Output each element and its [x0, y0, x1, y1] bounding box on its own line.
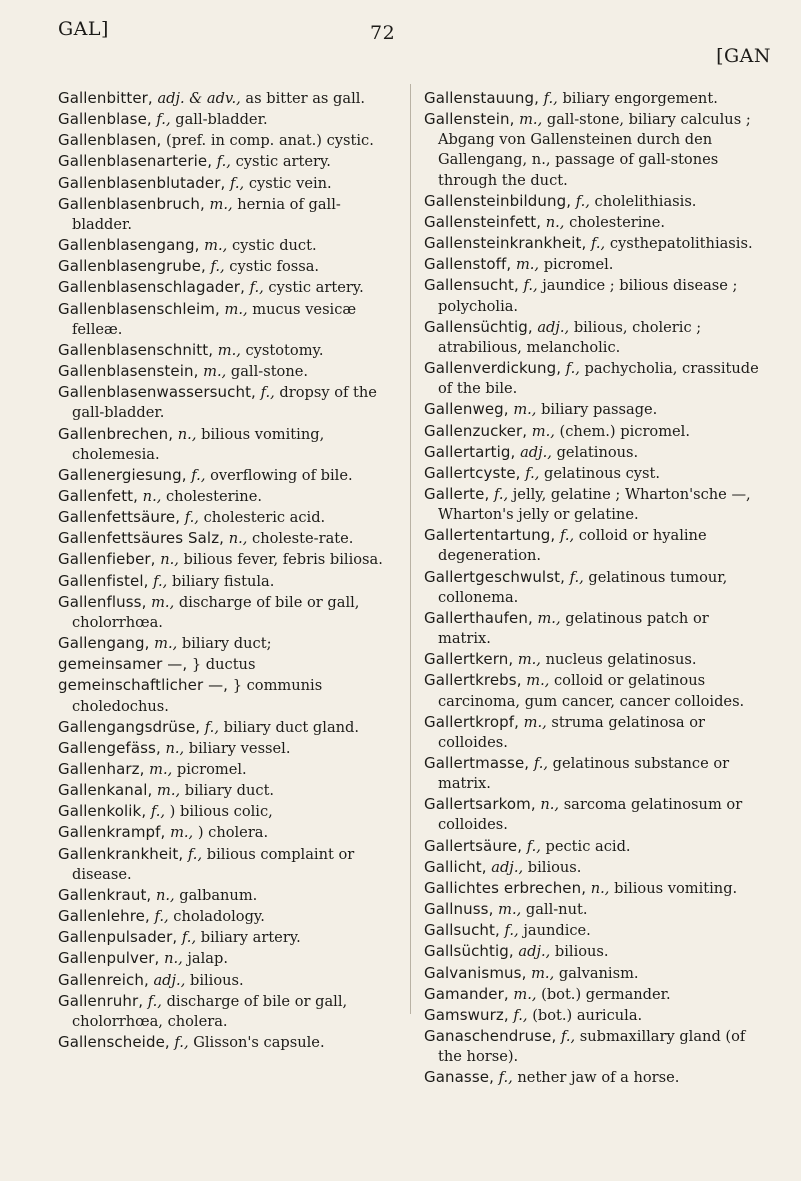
entry-headword: Gallnuss,: [424, 900, 494, 919]
entry-definition: cystic duct.: [231, 237, 317, 255]
entry-grammar: f.,: [174, 1034, 189, 1052]
entry-definition: as bitter as gall.: [245, 90, 366, 107]
entry-headword: Gallensteinfett,: [424, 212, 542, 231]
dictionary-entry: [424, 670, 760, 711]
entry-headword: Gallengangsdrüse,: [58, 717, 201, 736]
entry-headword: Gallenblasengrube,: [58, 257, 206, 276]
entry-definition: jaundice.: [523, 922, 591, 940]
entry-headword: Gallertkropf,: [424, 712, 519, 731]
entry-grammar: f.,: [150, 803, 166, 821]
entry-headword: Gallenkrampf,: [58, 823, 166, 842]
entry-definition: cystic vein.: [248, 174, 332, 192]
dictionary-entry: [424, 836, 760, 857]
entry-grammar: f.,: [493, 485, 509, 503]
entry-grammar: m.,: [515, 256, 540, 274]
entry-headword: Gallenfistel,: [58, 571, 149, 590]
dictionary-entry: [58, 424, 396, 465]
dictionary-entry: [424, 794, 760, 835]
dictionary-entry: [424, 1005, 760, 1026]
entry-grammar: f.,: [260, 384, 275, 402]
entry-grammar: f.,: [513, 1006, 528, 1024]
page-number: 72: [370, 22, 396, 44]
dictionary-entry: [58, 130, 396, 151]
dictionary-entry: [424, 212, 760, 233]
dictionary-entry: [58, 277, 396, 298]
entry-definition: bilious fever, febris biliosa.: [183, 551, 383, 569]
entry-grammar: n.,: [540, 796, 560, 814]
entry-grammar: adj.,: [491, 858, 524, 876]
entry-grammar: adj.,: [153, 971, 186, 989]
entry-headword: Gallenblase,: [58, 110, 152, 129]
entry-headword: Gallenfluss,: [58, 592, 147, 611]
entry-grammar: n.,: [545, 213, 565, 231]
entry-grammar: m.,: [537, 609, 561, 627]
entry-definition: colloid or hyaline degeneration.: [438, 527, 707, 565]
entry-grammar: f.,: [525, 464, 540, 482]
entry-headword: Gallertartig,: [424, 442, 516, 461]
dictionary-entry: [58, 528, 396, 549]
entry-grammar: n.,: [142, 487, 162, 505]
entry-definition: struma gelatinosa or colloides.: [438, 713, 705, 751]
entry-grammar: f.,: [191, 466, 206, 484]
dictionary-entry: [424, 1026, 760, 1067]
entry-grammar: adj.,: [520, 443, 552, 461]
entry-grammar: m.,: [513, 401, 537, 419]
dictionary-entry: [58, 549, 396, 570]
entry-grammar: f.,: [249, 279, 264, 297]
dictionary-entry: [424, 463, 760, 484]
entry-definition: bilious vomiting, cholemesia.: [72, 425, 325, 463]
entry-headword: Gallerte,: [424, 484, 490, 503]
entry-grammar: f.,: [526, 837, 541, 855]
dictionary-entry: [58, 780, 396, 801]
entry-definition: cystotomy.: [245, 341, 324, 359]
entry-headword: Gallicht,: [424, 857, 487, 876]
entry-definition: jalap.: [187, 950, 228, 968]
entry-definition: jaundice ; bilious disease ; polycholia.: [438, 277, 738, 315]
dictionary-entry: [424, 567, 760, 608]
entry-definition: bilious.: [527, 858, 582, 876]
entry-definition: gelatinous substance or matrix.: [438, 755, 730, 793]
entry-grammar: m.,: [531, 964, 555, 982]
dictionary-entry: [424, 317, 760, 358]
entry-definition: mucus vesicæ felleæ.: [72, 300, 357, 338]
entry-grammar: n.,: [177, 425, 197, 443]
dictionary-entry: [58, 844, 396, 885]
dictionary-entry: [424, 984, 760, 1005]
entry-headword: Gallenblasen,: [58, 131, 162, 150]
entry-headword: Gallenkraut,: [58, 885, 152, 904]
entry-grammar: m.,: [519, 111, 543, 129]
entry-headword: Gallensüchtig,: [424, 317, 533, 336]
entry-definition: ) bilious colic,: [169, 803, 273, 821]
entry-grammar: f.,: [523, 277, 538, 295]
entry-definition: cystic fossa.: [229, 258, 320, 276]
entry-grammar: f.,: [498, 1069, 513, 1087]
entry-headword: gemeinsamer —,: [58, 655, 188, 674]
entry-grammar: m.,: [224, 300, 248, 318]
dictionary-entry: [58, 299, 396, 340]
entry-definition: ) cholera.: [197, 824, 269, 842]
entry-definition: biliary engorgement.: [562, 90, 718, 107]
entry-grammar: f.,: [216, 153, 231, 171]
entry-grammar: m.,: [170, 824, 194, 842]
entry-grammar: f.,: [575, 192, 590, 210]
entry-headword: Gallenverdickung,: [424, 359, 562, 378]
entry-headword: Gallenkrankheit,: [58, 844, 184, 863]
entry-definition: dropsy of the gall-bladder.: [72, 384, 377, 422]
dictionary-entry: [58, 88, 396, 109]
entry-grammar: f.,: [559, 527, 575, 545]
entry-definition: biliary duct;: [181, 635, 272, 653]
entry-headword: Gallenergiesung,: [58, 465, 187, 484]
entry-grammar: f.,: [591, 235, 606, 253]
left-column: [58, 88, 396, 1053]
entry-headword: Gallenreich,: [58, 970, 149, 989]
entry-grammar: m.,: [523, 713, 547, 731]
entry-grammar: f.,: [187, 845, 203, 863]
running-head-left: GAL]: [58, 18, 109, 40]
entry-definition: cystic artery.: [268, 279, 364, 297]
entry-definition: nucleus gelatinosus.: [545, 651, 697, 669]
entry-headword: Gallenfettsäure,: [58, 508, 181, 527]
dictionary-entry: [58, 465, 396, 486]
entry-definition: gall-stone.: [230, 363, 309, 381]
entry-headword: Gallertentartung,: [424, 526, 556, 545]
dictionary-entry: [58, 885, 396, 906]
entry-grammar: m.,: [209, 195, 233, 213]
entry-definition: pachycholia, crassitude of the bile.: [438, 360, 759, 398]
entry-definition: biliary vessel.: [188, 739, 291, 757]
entry-headword: Gallensteinkrankheit,: [424, 234, 587, 253]
entry-headword: Gallenweg,: [424, 400, 509, 419]
entry-grammar: n.,: [165, 739, 185, 757]
entry-headword: Gallenblasenschlagader,: [58, 278, 245, 297]
entry-headword: Gallenbitter,: [58, 89, 153, 107]
entry-headword: Gallenscheide,: [58, 1033, 170, 1052]
entry-definition: gelatinous.: [556, 443, 639, 461]
entry-definition: picromel.: [176, 761, 247, 778]
dictionary-entry: [424, 712, 760, 753]
entry-definition: bilious vomiting.: [614, 879, 738, 897]
entry-definition: cholelithiasis.: [594, 192, 697, 210]
dictionary-entry: [424, 525, 760, 566]
entry-grammar: f.,: [230, 174, 245, 192]
entry-grammar: adj. & adv.,: [157, 90, 241, 107]
entry-definition: hernia of gall-bladder.: [72, 195, 341, 233]
dictionary-entry: [424, 421, 760, 442]
entry-definition: galbanum.: [179, 886, 258, 904]
entry-headword: Gallenpulver,: [58, 949, 160, 968]
entry-grammar: f.,: [153, 572, 168, 590]
dictionary-entry: [58, 151, 396, 172]
entry-definition: cholesterine.: [569, 213, 666, 231]
entry-headword: Gallengang,: [58, 634, 150, 653]
entry-grammar: f.,: [147, 992, 162, 1010]
entry-definition: colloid or gelatinous carcinoma, gum cancer, cancer colloides.: [438, 672, 745, 710]
dictionary-entry: [58, 507, 396, 528]
entry-definition: (bot.) germander.: [541, 985, 671, 1003]
entry-grammar: n.,: [590, 879, 610, 897]
entry-definition: } ductus: [191, 656, 256, 674]
entry-headword: Ganaschendruse,: [424, 1027, 557, 1046]
dictionary-entry: [424, 484, 760, 525]
entry-headword: Gallertsarkom,: [424, 795, 536, 814]
entry-headword: Gallenblasenblutader,: [58, 173, 226, 192]
dictionary-entry: [424, 608, 760, 649]
entry-grammar: m.,: [204, 237, 228, 255]
entry-headword: Gallenfettsäures Salz,: [58, 529, 225, 548]
dictionary-entry: [424, 941, 760, 962]
entry-grammar: f.,: [560, 1028, 576, 1046]
entry-headword: Gallenblasenbruch,: [58, 194, 205, 213]
dictionary-entry: [424, 857, 760, 878]
dictionary-entry: [424, 254, 760, 275]
entry-definition: galvanism.: [558, 964, 639, 982]
entry-grammar: f.,: [504, 922, 519, 940]
dictionary-entry: [58, 361, 396, 382]
dictionary-entry: [424, 878, 760, 899]
entry-headword: Gallenlehre,: [58, 907, 150, 926]
entry-definition: nether jaw of a horse.: [517, 1069, 680, 1087]
dictionary-entry: [58, 382, 396, 423]
entry-definition: bilious complaint or disease.: [72, 845, 355, 883]
entry-headword: Ganasse,: [424, 1068, 494, 1087]
entry-definition: (pref. in comp. anat.) cystic.: [166, 132, 374, 150]
entry-headword: Gallenzucker,: [424, 421, 528, 440]
entry-definition: cholesteric acid.: [203, 509, 326, 527]
entry-headword: Gallensteinbildung,: [424, 191, 572, 210]
entry-grammar: f.,: [533, 755, 548, 772]
entry-definition: biliary fistula.: [171, 572, 275, 590]
dictionary-entry: [58, 109, 396, 130]
entry-definition: gall-stone, biliary calculus ; Abgang von Gallensteinen durch den Gallengang, n., passage of gall-stones through the duct.: [438, 111, 751, 189]
entry-grammar: n.,: [160, 551, 179, 569]
entry-grammar: m.,: [513, 985, 537, 1003]
entry-definition: } communis choledochus.: [72, 677, 323, 715]
entry-headword: Gallenfett,: [58, 486, 139, 505]
dictionary-entry: [424, 899, 760, 920]
entry-grammar: f.,: [565, 360, 580, 378]
entry-headword: Gallertkern,: [424, 650, 514, 669]
entry-headword: Gallertgeschwulst,: [424, 567, 565, 586]
entry-definition: gelatinous cyst.: [544, 464, 661, 482]
entry-grammar: n.,: [155, 886, 175, 904]
entry-grammar: f.,: [543, 90, 558, 107]
dictionary-entry: [58, 675, 396, 716]
dictionary-entry: [424, 233, 760, 254]
dictionary-entry: [424, 275, 760, 316]
dictionary-entry: [424, 753, 760, 794]
dictionary-entry: [58, 738, 396, 759]
dictionary-entry: [58, 486, 396, 507]
right-column: [424, 88, 760, 1089]
dictionary-entry: [424, 399, 760, 420]
dictionary-entry: [424, 88, 760, 109]
dictionary-entry: [424, 649, 760, 670]
dictionary-entry: [58, 970, 396, 991]
entry-definition: bilious.: [189, 971, 244, 989]
entry-headword: Gallenblasenstein,: [58, 362, 199, 381]
entry-grammar: m.,: [498, 901, 522, 919]
entry-definition: sarcoma gelatinosum or colloides.: [438, 796, 743, 834]
entry-headword: Gallensucht,: [424, 276, 519, 295]
dictionary-entry: [58, 1032, 396, 1053]
entry-headword: Gallerthaufen,: [424, 608, 533, 627]
entry-headword: Gallenstauung,: [424, 89, 539, 107]
entry-grammar: f.,: [154, 908, 169, 926]
entry-grammar: m.,: [156, 782, 181, 800]
entry-grammar: m.,: [203, 363, 227, 381]
dictionary-entry: [58, 633, 396, 654]
dictionary-entry: [58, 906, 396, 927]
entry-definition: biliary duct gland.: [223, 718, 360, 736]
entry-headword: Gallenblasenarterie,: [58, 152, 213, 171]
entry-headword: Gallenblasenschleim,: [58, 299, 220, 318]
dictionary-entry: [58, 927, 396, 948]
entry-headword: Galvanismus,: [424, 963, 527, 982]
entry-headword: Gallenstein,: [424, 110, 515, 129]
entry-definition: biliary duct.: [184, 782, 275, 800]
entry-grammar: m.,: [531, 422, 555, 440]
entry-grammar: n.,: [228, 530, 248, 548]
dictionary-entry: [424, 191, 760, 212]
entry-definition: overflowing of bile.: [210, 466, 353, 484]
entry-headword: Gallichtes erbrechen,: [424, 878, 587, 897]
dictionary-entry: [58, 759, 396, 780]
dictionary-entry: [58, 173, 396, 194]
dictionary-entry: [424, 963, 760, 984]
entry-grammar: m.,: [217, 341, 241, 359]
dictionary-entry: [58, 654, 396, 675]
entry-grammar: adj.,: [537, 318, 570, 336]
entry-headword: Gallertsäure,: [424, 836, 523, 855]
entry-headword: Gallenbrechen,: [58, 424, 174, 443]
entry-headword: Gallenruhr,: [58, 991, 144, 1010]
entry-headword: Gallertcyste,: [424, 463, 521, 482]
entry-definition: discharge of bile or gall, cholorrhœa.: [72, 593, 360, 631]
entry-grammar: f.,: [181, 929, 197, 947]
entry-definition: biliary artery.: [200, 929, 301, 947]
dictionary-entry: [424, 1067, 760, 1088]
entry-grammar: m.,: [517, 651, 541, 669]
entry-definition: bilious.: [554, 943, 609, 961]
entry-definition: jelly, gelatine ; Wharton'sche —, Wharton's jelly or gelatine.: [438, 485, 751, 524]
entry-headword: Gamander,: [424, 984, 509, 1003]
entry-grammar: m.,: [151, 593, 175, 611]
dictionary-entry: [424, 109, 760, 191]
entry-definition: cystic artery.: [235, 153, 331, 171]
entry-definition: gelatinous tumour, collonema.: [438, 568, 728, 606]
dictionary-entry: [424, 358, 760, 399]
entry-grammar: m.,: [149, 761, 173, 778]
dictionary-entry: [58, 194, 396, 235]
entry-definition: cholesterine.: [166, 487, 262, 505]
entry-headword: Gallenfieber,: [58, 550, 156, 569]
dictionary-entry: [58, 592, 396, 633]
entry-grammar: f.,: [210, 258, 225, 276]
entry-definition: gelatinous patch or matrix.: [438, 609, 709, 648]
entry-grammar: adj.,: [518, 943, 551, 961]
entry-definition: bilious, choleric ; atrabilious, melancholic.: [438, 318, 702, 356]
entry-grammar: n.,: [164, 950, 183, 968]
entry-definition: picromel.: [543, 256, 614, 274]
dictionary-entry: [58, 571, 396, 592]
entry-headword: Gamswurz,: [424, 1005, 509, 1024]
entry-definition: choleste-rate.: [252, 530, 354, 548]
dictionary-entry: [58, 801, 396, 822]
entry-grammar: f.,: [184, 509, 199, 527]
entry-definition: Glisson's capsule.: [193, 1034, 325, 1052]
entry-definition: pectic acid.: [545, 837, 631, 855]
entry-headword: Gallengefäss,: [58, 738, 161, 757]
entry-headword: Gallertkrebs,: [424, 671, 522, 690]
entry-headword: Gallenblasengang,: [58, 236, 200, 255]
entry-definition: choladology.: [173, 908, 265, 926]
entry-grammar: f.,: [569, 568, 584, 586]
entry-definition: submaxillary gland (of the horse).: [438, 1028, 746, 1066]
dictionary-entry: [58, 256, 396, 277]
entry-grammar: m.,: [154, 635, 178, 653]
entry-headword: gemeinschaftlicher —,: [58, 676, 229, 695]
dictionary-entry: [58, 822, 396, 843]
entry-definition: (chem.) picromel.: [559, 422, 690, 440]
entry-grammar: m.,: [526, 672, 550, 690]
dictionary-entry: [58, 991, 396, 1032]
entry-definition: discharge of bile or gall, cholorrhœa, cholera.: [72, 992, 348, 1030]
entry-headword: Gallenblasenwassersucht,: [58, 383, 256, 402]
entry-headword: Gallertmasse,: [424, 754, 530, 772]
entry-grammar: f.,: [156, 111, 171, 129]
dictionary-entry: [58, 235, 396, 256]
dictionary-entry: [58, 717, 396, 738]
entry-definition: cysthepatolithiasis.: [609, 235, 753, 253]
dictionary-entry: [58, 948, 396, 969]
entry-definition: gall-bladder.: [175, 111, 268, 129]
dictionary-entry: [424, 920, 760, 941]
entry-headword: Gallenstoff,: [424, 255, 512, 274]
column-divider: [410, 84, 411, 1014]
entry-headword: Gallsucht,: [424, 921, 500, 940]
entry-grammar: f.,: [204, 718, 219, 736]
entry-headword: Gallenpulsader,: [58, 928, 178, 947]
entry-definition: biliary passage.: [541, 401, 658, 419]
dictionary-entry: [424, 442, 760, 463]
dictionary-entry: [58, 340, 396, 361]
entry-definition: (bot.) auricula.: [532, 1006, 643, 1024]
entry-headword: Gallenkanal,: [58, 781, 153, 800]
entry-headword: Gallenkolik,: [58, 802, 147, 821]
running-head-right: [GAN: [716, 45, 771, 67]
entry-headword: Gallenharz,: [58, 760, 145, 778]
entry-headword: Gallenblasenschnitt,: [58, 340, 214, 359]
entry-headword: Gallsüchtig,: [424, 942, 514, 961]
entry-definition: gall-nut.: [525, 901, 588, 919]
